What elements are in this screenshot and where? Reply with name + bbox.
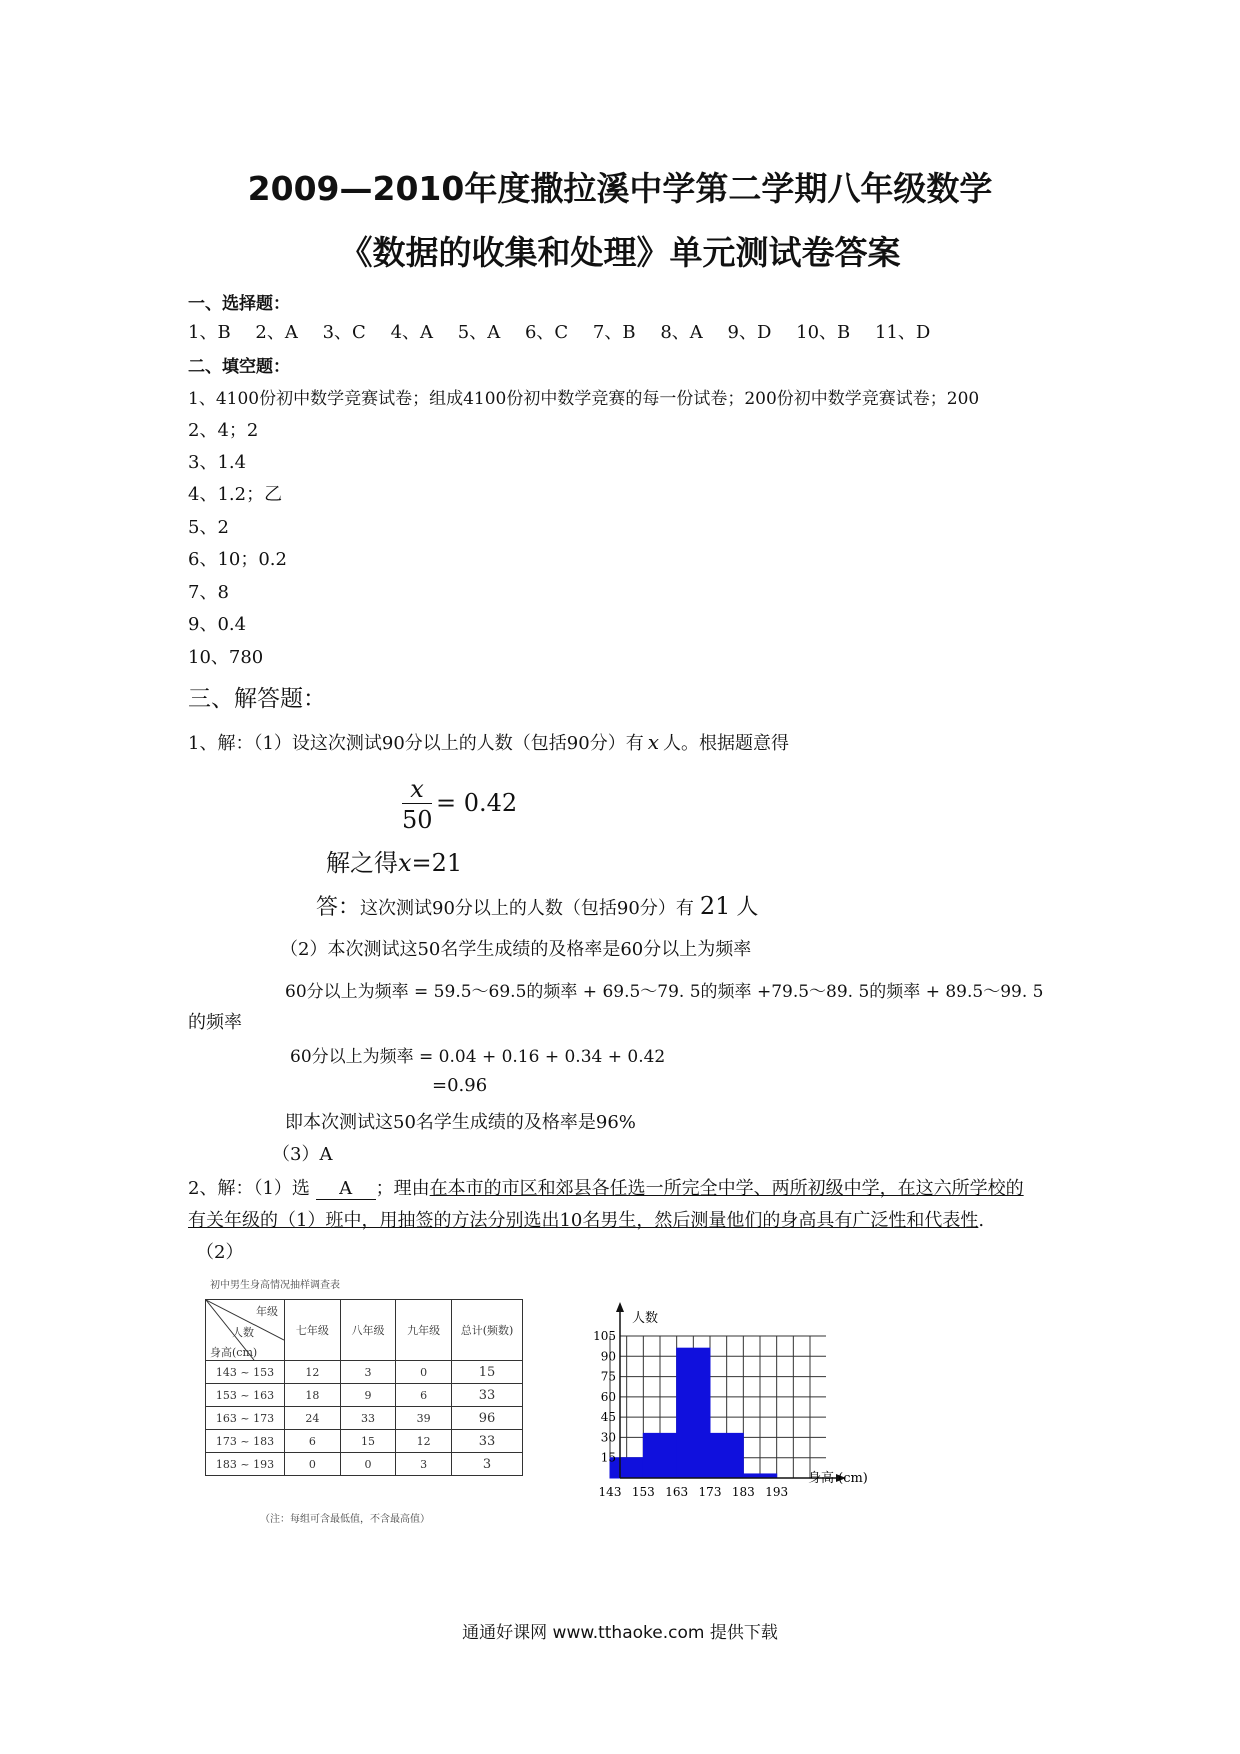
histogram-x-ticks	[599, 1485, 789, 1499]
table-cell: 24	[285, 1407, 341, 1430]
q1-fraction-rhs: = 0.42	[436, 789, 518, 817]
q1-part2-formula: 60分以上为频率 = 59.5～69.5的频率 + 69.5～79. 5的频率 +79.5～89. 5的频率 + 89.5～99. 5	[285, 982, 1044, 1002]
x-tick-label: 173	[698, 1485, 722, 1499]
x-tick-label: 163	[665, 1485, 689, 1499]
title-line-1: 2009—2010年度撒拉溪中学第二学期八年级数学	[247, 169, 993, 208]
table-cell: 0	[396, 1361, 452, 1384]
table-cell: 3	[452, 1453, 523, 1476]
y-tick-label: 30	[600, 1430, 616, 1445]
table-cell: 6	[285, 1430, 341, 1453]
q1-solve-var: x	[398, 849, 412, 877]
row-range: 143 ~ 153	[206, 1361, 285, 1384]
table-header-row	[206, 1300, 523, 1361]
table-cell: 6	[396, 1384, 452, 1407]
y-tick-label: 90	[600, 1349, 616, 1364]
table-cell: 12	[396, 1430, 452, 1453]
q2-choice: A	[316, 1179, 376, 1200]
fill-item-4: 4、1.2；乙	[188, 484, 283, 505]
histogram-bar	[643, 1433, 676, 1478]
q1-solve	[326, 843, 462, 878]
mc-answer: 1、B	[188, 322, 231, 343]
col-header: 总计(频数)	[452, 1300, 523, 1361]
q1-solve-prefix: 解之得	[326, 849, 398, 877]
q2-line2	[188, 1206, 984, 1232]
q1-part3: （3）A	[272, 1144, 333, 1165]
x-tick-label: 193	[765, 1485, 789, 1499]
fraction-numerator: x	[402, 775, 432, 804]
q1-solve-rhs: =21	[411, 849, 463, 877]
q2-prefix: 2、解：（1）选	[188, 1178, 310, 1199]
mc-answer: 9、D	[727, 322, 772, 343]
mc-answer: 3、C	[322, 322, 366, 343]
histogram-bar	[710, 1433, 743, 1478]
fill-item-2: 2、4；2	[188, 420, 259, 441]
fraction-denominator: 50	[402, 806, 433, 834]
fill-item-10: 10、780	[188, 647, 264, 668]
y-axis-arrow	[616, 1302, 624, 1312]
row-range: 183 ~ 193	[206, 1453, 285, 1476]
fill-item-5: 5、2	[188, 517, 229, 538]
mc-answer: 8、A	[660, 322, 703, 343]
table-cell: 3	[340, 1361, 396, 1384]
q2-reason-2: 有关年级的（1）班中，用抽签的方法分别选出10名男生，然后测量他们的身高具有广泛性和代表性	[188, 1210, 979, 1231]
q1-answer-text: 这次测试90分以上的人数（包括90分）有	[360, 898, 694, 919]
diag-height-label: 身高(cm)	[210, 1346, 258, 1359]
mc-answer: 4、A	[390, 322, 434, 343]
table-cell: 15	[340, 1430, 396, 1453]
row-range: 163 ~ 173	[206, 1407, 285, 1430]
table-cell: 33	[340, 1407, 396, 1430]
mc-answers	[188, 318, 949, 344]
table-note: （注：每组可含最低值，不含最高值）	[260, 1514, 430, 1525]
table-cell: 9	[340, 1384, 396, 1407]
row-range: 173 ~ 183	[206, 1430, 285, 1453]
q1-intro-text: 1、解：（1）设这次测试90分以上的人数（包括90分）有	[188, 733, 644, 754]
q1-part2-calc: 60分以上为频率 = 0.04 + 0.16 + 0.34 + 0.42	[290, 1047, 666, 1067]
q1-part2-formula-cont: 的频率	[188, 1012, 242, 1033]
q2-reason-2-end: .	[978, 1210, 985, 1231]
q2-line1	[188, 1174, 1024, 1200]
y-tick-label: 105	[593, 1329, 616, 1343]
q1-part2-result: =0.96	[432, 1075, 488, 1096]
q1-fraction	[402, 775, 432, 836]
table-cell: 39	[396, 1407, 452, 1430]
table-row	[206, 1453, 523, 1476]
table-cell: 0	[285, 1453, 341, 1476]
col-header: 八年级	[340, 1300, 396, 1361]
fill-item-6: 6、10；0.2	[188, 549, 287, 570]
mc-answer: 7、B	[592, 322, 636, 343]
fill-item-7: 7、8	[188, 582, 229, 603]
y-tick-label: 75	[600, 1369, 616, 1384]
mc-answer: 6、C	[524, 322, 569, 343]
table-cell: 18	[285, 1384, 341, 1407]
table-row	[206, 1384, 523, 1407]
mc-answer: 5、A	[457, 322, 501, 343]
histogram-y-ticks	[593, 1329, 616, 1465]
histogram-x-label: 身高 (cm)	[808, 1471, 868, 1486]
q1-part2-conclusion: 即本次测试这50名学生成绩的及格率是96%	[285, 1112, 636, 1133]
table-diagonal-header	[206, 1300, 285, 1361]
histogram-y-label: 人数	[632, 1311, 659, 1326]
q1-intro-end: 人。根据题意得	[663, 733, 789, 754]
y-tick-label: 45	[600, 1410, 616, 1425]
histogram-bars	[610, 1348, 777, 1478]
q1-answer-unit: 人	[736, 895, 759, 920]
q1-answer-label: 答：	[316, 895, 361, 920]
table-row	[206, 1407, 523, 1430]
table-cell: 33	[452, 1430, 523, 1453]
height-survey-table	[205, 1299, 523, 1476]
y-tick-label: 15	[600, 1450, 616, 1465]
q1-part2: （2）本次测试这50名学生成绩的及格率是60分以上为频率	[280, 939, 752, 960]
footer: 通通好课网 www.tthaoke.com 提供下载	[462, 1623, 778, 1643]
col-header: 九年级	[396, 1300, 452, 1361]
mc-answer: 11、D	[875, 322, 931, 343]
mc-answer: 2、A	[255, 322, 298, 343]
diag-grade-label: 年级	[256, 1305, 278, 1318]
histogram-bar	[677, 1348, 710, 1478]
table-cell: 12	[285, 1361, 341, 1384]
height-histogram	[570, 1300, 890, 1510]
title-line-2: 《数据的收集和处理》单元测试卷答案	[339, 233, 901, 272]
diag-people-label: 人数	[232, 1326, 254, 1339]
fill-item-1: 1、4100份初中数学竞赛试卷；组成4100份初中数学竞赛的每一份试卷；200份初中数学竞赛试卷；200	[188, 389, 980, 409]
table-cell: 0	[340, 1453, 396, 1476]
table-cell: 96	[452, 1407, 523, 1430]
q2-mid: ；理由	[375, 1178, 430, 1199]
q1-intro-var: x	[647, 730, 659, 754]
q1-intro	[188, 729, 789, 755]
table-row	[206, 1430, 523, 1453]
section-2-heading: 二、填空题：	[188, 357, 290, 377]
table-cell: 33	[452, 1384, 523, 1407]
row-range: 153 ~ 163	[206, 1384, 285, 1407]
q1-answer-num: 21	[699, 892, 731, 920]
fill-item-9: 9、0.4	[188, 614, 247, 635]
q2-reason-1: 在本市的市区和郊县各任选一所完全中学、两所初级中学，在这六所学校的	[429, 1178, 1024, 1199]
table-cell: 3	[396, 1453, 452, 1476]
mc-answer: 10、B	[796, 322, 851, 343]
y-tick-label: 60	[600, 1389, 616, 1404]
q1-answer	[316, 890, 758, 921]
x-tick-label: 143	[598, 1485, 622, 1499]
table-caption: 初中男生身高情况抽样调查表	[210, 1280, 340, 1291]
q2-part2-label: （2）	[196, 1242, 244, 1263]
table-cell: 15	[452, 1361, 523, 1384]
x-tick-label: 153	[631, 1485, 655, 1499]
fill-item-3: 3、1.4	[188, 452, 247, 473]
x-tick-label: 183	[731, 1485, 755, 1499]
col-header: 七年级	[285, 1300, 341, 1361]
section-3-heading: 三、解答题：	[188, 686, 326, 712]
table-row	[206, 1361, 523, 1384]
section-1-heading: 一、选择题：	[188, 294, 290, 314]
